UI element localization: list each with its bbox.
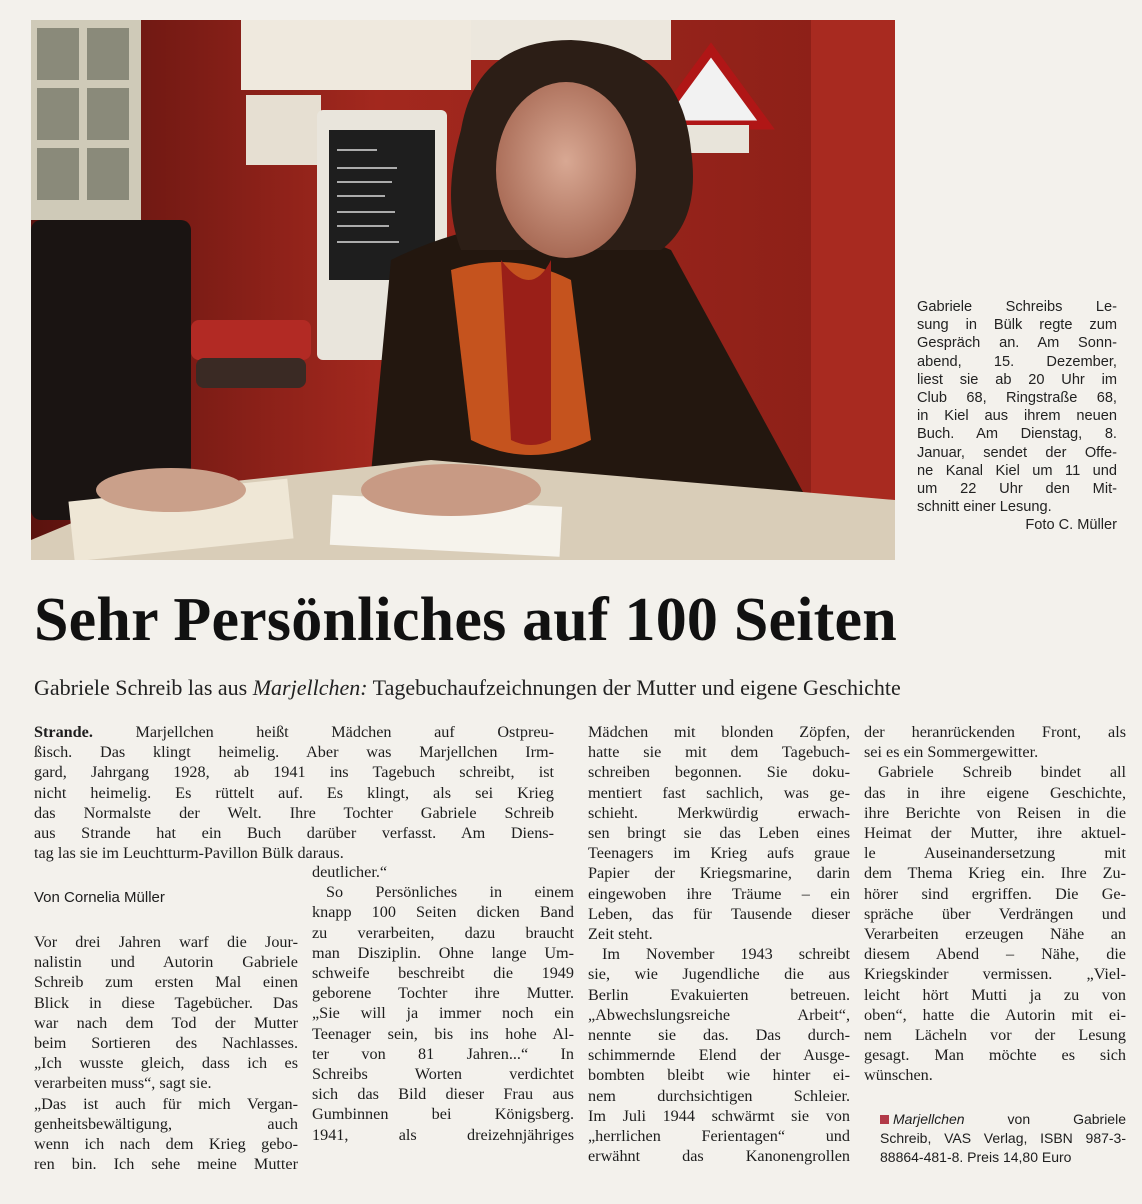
body-line: Im November 1943 schreibt <box>602 945 850 964</box>
body-line: war nach dem Tod der Mutter <box>34 1013 298 1032</box>
body-line: sei es ein Sommergewitter. <box>864 743 1039 762</box>
lead-line: tag las sie im Leuchtturm-Pavillon Bülk daraus. <box>34 844 344 863</box>
column-2 <box>312 862 574 1145</box>
body-line: hatte sie mit dem Tagebuch- <box>588 743 850 762</box>
caption-line: in Kiel aus ihrem neuen <box>917 408 1117 425</box>
body-line: Teenager sein, bis ins hohe Al- <box>312 1024 574 1043</box>
body-line: gesagt. Man möchte es sich <box>864 1046 1126 1065</box>
body-line: Zeit steht. <box>588 925 653 944</box>
body-line: genheitsbewältigung, auch <box>34 1114 298 1133</box>
body-line: zu verarbeiten, dazu braucht <box>312 923 574 942</box>
body-line: Teenagers im Krieg aufs graue <box>588 844 850 863</box>
lead-line: ßisch. Das klingt heimelig. Aber was Marjellchen Irm- <box>34 743 554 762</box>
body-line: das in ihre eigene Geschichte, <box>864 783 1126 802</box>
body-line: spräche über Verdrängen und <box>864 904 1126 923</box>
body-line: le Auseinandersetzung mit <box>864 844 1126 863</box>
body-line: ren bin. Ich sehe meine Mutter <box>34 1155 298 1174</box>
photo-credit: Foto C. Müller <box>1025 517 1117 534</box>
body-line: beim Sortieren des Nachlasses. <box>34 1034 298 1053</box>
body-line: schweife beschreibt die 1949 <box>312 964 574 983</box>
body-line: der heranrückenden Front, als <box>864 723 1126 741</box>
photo-caption <box>917 298 1117 535</box>
lead-line: nicht heimelig. Es rüttelt auf. Es klingt, als sei Krieg <box>34 783 554 802</box>
subhead-post: Tagebuchaufzeichnungen der Mutter und eigene Geschichte <box>367 675 901 700</box>
body-line: „Sie will ja immer noch ein <box>312 1004 574 1023</box>
body-line: nalistin und Autorin Gabriele <box>34 953 298 972</box>
byline: Von Cornelia Müller <box>34 889 165 906</box>
body-line: knapp 100 Seiten dicken Band <box>312 903 574 922</box>
subhead-pre: Gabriele Schreib las aus <box>34 675 253 700</box>
column-1 <box>34 932 298 1174</box>
body-line: nem Lächeln vor der Lesung <box>864 1026 1126 1045</box>
body-line: leicht hört Mutti ja zu von <box>864 985 1126 1004</box>
body-line: dem Thema Krieg ein. Ihre Zu- <box>864 864 1126 883</box>
body-line: 1941, als dreizehnjähriges <box>312 1125 574 1144</box>
body-line: Kriegskinder vermissen. „Viel- <box>864 965 1126 984</box>
byline-block <box>34 882 294 908</box>
dateline: Strande. <box>34 723 93 741</box>
body-line: „Das ist auch für mich Vergan- <box>34 1094 298 1113</box>
lead-line: Marjellchen heißt Mädchen auf Ostpreu- <box>92 723 554 741</box>
column-4 <box>864 722 1126 1086</box>
body-line: verarbeiten muss“, sagt sie. <box>34 1074 212 1093</box>
body-line: Mädchen mit blonden Zöpfen, <box>588 723 850 741</box>
body-line: Gumbinnen bei Königsberg. <box>312 1105 574 1124</box>
article-photo <box>31 20 895 560</box>
body-line: „herrlichen Ferientagen“ und <box>588 1127 850 1146</box>
square-bullet-icon <box>880 1115 889 1124</box>
body-line: Gabriele Schreib bindet all <box>878 763 1126 782</box>
body-line: diesem Abend – Nähe, die <box>864 945 1126 964</box>
book-title: Marjellchen <box>893 1111 965 1127</box>
caption-line: sung in Bülk regte zum <box>917 317 1117 334</box>
book-line: Schreib, VAS Verlag, ISBN 987-3- <box>880 1130 1126 1146</box>
body-line: Schreib zum ersten Mal einen <box>34 973 298 992</box>
body-line: wünschen. <box>864 1066 933 1085</box>
book-info <box>880 1110 1126 1167</box>
body-line: man Disziplin. Ohne lange Um- <box>312 943 574 962</box>
book-line: von Gabriele <box>964 1111 1126 1127</box>
body-line: Schreibs Worten verdichtet <box>312 1065 574 1084</box>
caption-line: Club 68, Ringstraße 68, <box>917 390 1117 407</box>
body-line: hörer sind ergriffen. Die Ge- <box>864 884 1126 903</box>
body-line: Leben, das für Tausende dieser <box>588 904 850 923</box>
body-line: Papier der Kriegsmarine, darin <box>588 864 850 883</box>
lead-line: aus Strande hat ein Buch darüber verfasst. Am Diens- <box>34 824 554 843</box>
body-line: sich das Bild dieser Frau aus <box>312 1085 574 1104</box>
body-line: oben“, hatte die Autorin mit ei- <box>864 1005 1126 1024</box>
caption-line: Buch. Am Dienstag, 8. <box>917 426 1117 443</box>
body-line: So Persönliches in einem <box>326 883 574 902</box>
body-line: „Abwechslungsreiche Arbeit“, <box>588 1005 850 1024</box>
body-line: Im Juli 1944 schwärmt sie von <box>588 1106 850 1125</box>
body-line: schimmernde Elend der Ausge- <box>588 1046 850 1065</box>
book-line: 88864-481-8. Preis 14,80 Euro <box>880 1149 1072 1165</box>
body-line: „Ich wusste gleich, dass ich es <box>34 1054 298 1073</box>
body-line: eingewoben ihre Träume – ein <box>588 884 850 903</box>
headline: Sehr Persönliches auf 100 Seiten <box>34 586 897 654</box>
body-line: geborene Tochter ihre Mutter. <box>312 984 574 1003</box>
body-line: mentiert fast sachlich, was ge- <box>588 783 850 802</box>
body-line: bombten bleibt wie hinter ei- <box>588 1066 850 1085</box>
caption-line: Januar, sendet der Offe- <box>917 444 1117 461</box>
body-line: sie, wie Jugendliche die aus <box>588 965 850 984</box>
caption-line: liest sie ab 20 Uhr im <box>917 371 1117 388</box>
caption-line: um 22 Uhr den Mit- <box>917 481 1117 498</box>
subhead-book-title: Marjellchen: <box>252 675 368 700</box>
caption-line: Gabriele Schreibs Le- <box>917 299 1117 315</box>
body-line: wenn ich nach dem Krieg gebo- <box>34 1135 298 1154</box>
caption-line: Gespräch an. Am Sonn- <box>917 335 1117 352</box>
caption-line: ne Kanal Kiel um 11 und <box>917 462 1117 479</box>
lead-line: gard, Jahrgang 1928, ab 1941 ins Tagebuch schreibt, ist <box>34 763 554 782</box>
body-line: ihre Berichte von Reisen in die <box>864 803 1126 822</box>
body-line: schieht. Merkwürdig erwach- <box>588 803 850 822</box>
body-line: sen bringt sie das Leben eines <box>588 824 850 843</box>
body-line: Blick in diese Tagebücher. Das <box>34 993 298 1012</box>
column-3 <box>588 722 850 1166</box>
body-line: nem durchsichtigen Schleier. <box>588 1086 850 1105</box>
photo-illustration <box>31 20 895 560</box>
caption-line: abend, 15. Dezember, <box>917 353 1117 370</box>
article-lead <box>34 722 554 863</box>
body-line: erwähnt das Kanonengrollen <box>588 1147 850 1166</box>
body-line: ter von 81 Jahren...“ In <box>312 1044 574 1063</box>
subheadline <box>34 673 1124 703</box>
body-line: nennte sie das. Das durch- <box>588 1026 850 1045</box>
caption-line: schnitt einer Lesung. <box>917 499 1052 516</box>
body-line: schreiben begonnen. Sie doku- <box>588 763 850 782</box>
body-line: Vor drei Jahren warf die Jour- <box>34 933 298 951</box>
lead-line: das Normalste der Welt. Ihre Tochter Gabriele Schreib <box>34 803 554 822</box>
body-line: Verarbeiten erzeugen Nähe an <box>864 925 1126 944</box>
body-line: Berlin Evakuierten betreuen. <box>588 985 850 1004</box>
body-line: Heimat der Mutter, ihre aktuel- <box>864 824 1126 843</box>
body-line: deutlicher.“ <box>312 863 388 881</box>
